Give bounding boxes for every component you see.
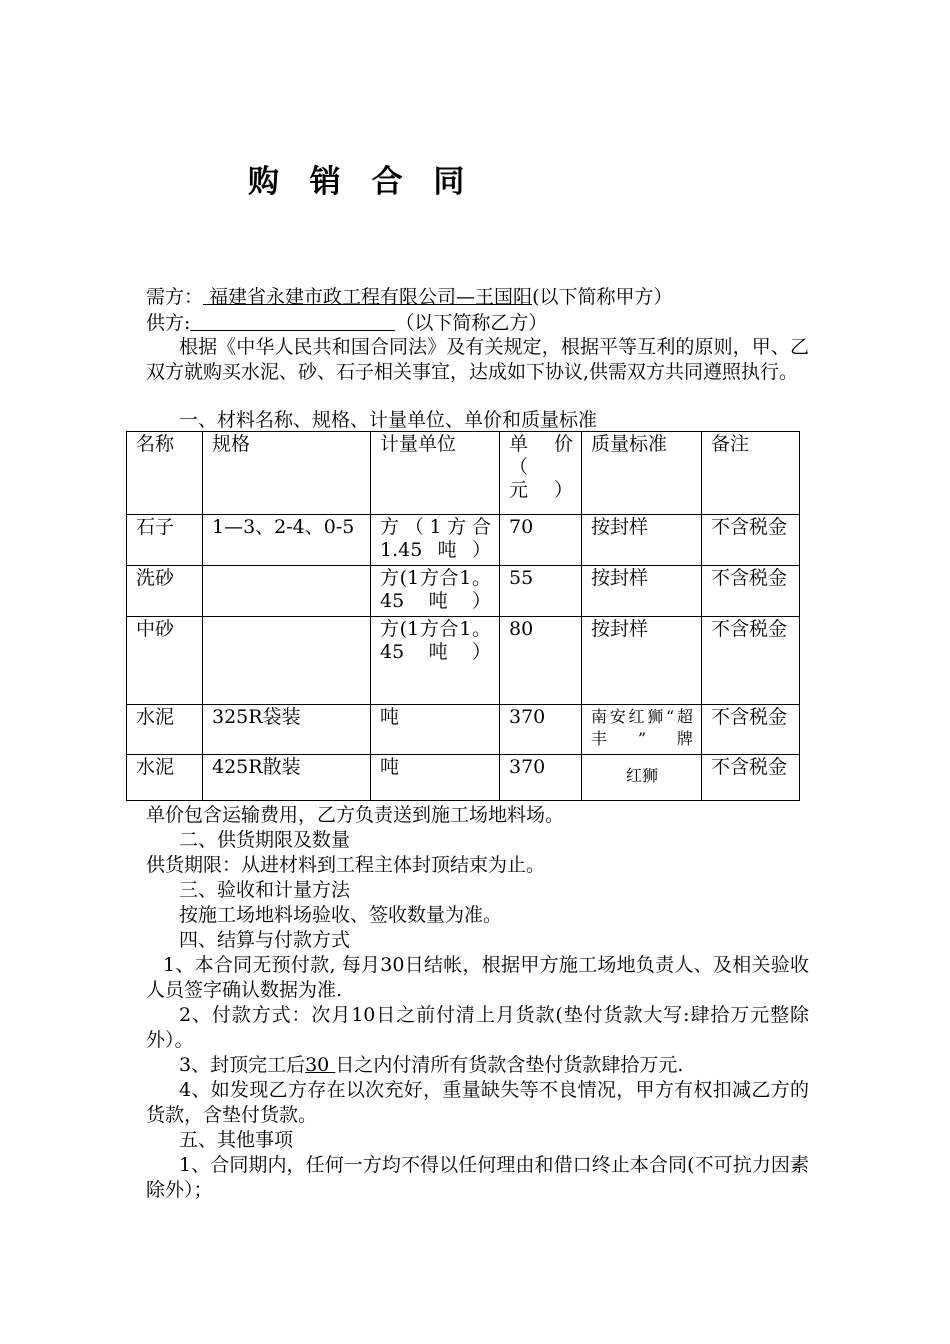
cell-remark: 不含税金: [702, 515, 800, 566]
cell-remark: 不含税金: [702, 566, 800, 617]
cell-unit: 方(1方合1。45吨）: [371, 617, 500, 705]
cell-name: 洗砂: [127, 566, 203, 617]
cell-name: 石子: [127, 515, 203, 566]
cell-quality: 南安红狮“超丰”牌: [582, 705, 702, 755]
payment-item-3: [179, 1053, 683, 1078]
cell-unit: 吨: [371, 705, 500, 755]
price-note: 单价包含运输费用，乙方负责送到施工场地料场。: [146, 804, 565, 826]
buyer-suffix: (以下简称甲方）: [532, 286, 673, 308]
cell-price: 70: [500, 515, 582, 566]
table-row: [127, 755, 800, 801]
supplier-suffix: （以下简称乙方）: [395, 312, 548, 334]
header-spec: 规格: [203, 432, 371, 515]
cell-price: 370: [500, 705, 582, 755]
supply-period: 供货期限：从进材料到工程主体封顶结束为止。: [146, 854, 546, 876]
header-price: 单 价（ 元）: [500, 432, 582, 515]
document-title: 购 销 合 同: [248, 164, 475, 200]
cell-name: 中砂: [127, 617, 203, 705]
table-row: [127, 617, 800, 705]
table-row: [127, 515, 800, 566]
buyer-label: 需方：: [146, 286, 204, 308]
cell-price: 370: [500, 755, 582, 801]
header-quality: 质量标准: [582, 432, 702, 515]
payment-item-4: 4、如发现乙方存在以次充好，重量缺失等不良情况，甲方有权扣减乙方的货款，含垫付货款。: [146, 1079, 809, 1126]
payment-item-3-after: 日之内付清所有货款含垫付货款肆拾万元.: [335, 1054, 684, 1076]
header-unit: 计量单位: [371, 432, 500, 515]
payment-item-1: 1、本合同无预付款, 每月30日结帐，根据甲方施工场地负责人、及相关验收人员签字确认数据为准.: [146, 954, 809, 1001]
payment-item-2: 2、付款方式：次月10日之前付清上月货款(垫付货款大写:肆拾万元整除外）。: [146, 1004, 809, 1051]
section-5-heading: 五、其他事项: [179, 1129, 294, 1151]
cell-spec: [203, 617, 371, 705]
supplier-blank: [190, 310, 395, 331]
cell-quality: 按封样: [582, 515, 702, 566]
cell-remark: 不含税金: [702, 705, 800, 755]
other-item-1: 1、合同期内，任何一方均不得以任何理由和借口终止本合同(不可抗力因素除外）；: [146, 1154, 809, 1201]
cell-spec: [203, 566, 371, 617]
section-3-heading: 三、验收和计量方法: [179, 879, 351, 901]
payment-item-3-days: 30: [305, 1054, 336, 1076]
cell-remark: 不含税金: [702, 755, 800, 801]
buyer-line: [146, 285, 672, 310]
table-row: [127, 705, 800, 755]
intro-paragraph: 根据《中华人民共和国合同法》及有关规定，根据平等互利的原则，甲、乙双方就购买水泥、砂、石子相关事宜，达成如下协议,供需双方共同遵照执行。: [146, 336, 809, 383]
cell-name: 水泥: [127, 755, 203, 801]
cell-price: 80: [500, 617, 582, 705]
section-2-heading: 二、供货期限及数量: [179, 829, 351, 851]
payment-item-3-before: 3、封顶完工后: [179, 1054, 306, 1076]
cell-spec: 325R袋装: [203, 705, 371, 755]
cell-unit: 方(1方合1。45吨）: [371, 566, 500, 617]
header-remark: 备注: [702, 432, 800, 515]
header-name: 名称: [127, 432, 203, 515]
cell-quality: 按封样: [582, 566, 702, 617]
materials-table: [126, 431, 800, 801]
supplier-line: [146, 310, 547, 336]
cell-unit: 方（1方合1.45吨）: [371, 515, 500, 566]
cell-unit: 吨: [371, 755, 500, 801]
acceptance-text: 按施工场地料场验收、签收数量为准。: [179, 904, 503, 926]
cell-quality: 按封样: [582, 617, 702, 705]
table-row: [127, 566, 800, 617]
supplier-label: 供方:: [146, 312, 191, 334]
cell-remark: 不含税金: [702, 617, 800, 705]
section-1-heading: 一、材料名称、规格、计量单位、单价和质量标准: [179, 409, 598, 431]
cell-spec: 425R散装: [203, 755, 371, 801]
table-header-row: [127, 432, 800, 515]
cell-spec: 1—3、2-4、0-5: [203, 515, 371, 566]
cell-price: 55: [500, 566, 582, 617]
buyer-name: 福建省永建市政工程有限公司—王国阳: [203, 286, 533, 308]
cell-quality: 红狮: [582, 755, 702, 801]
section-4-heading: 四、结算与付款方式: [179, 929, 351, 951]
cell-name: 水泥: [127, 705, 203, 755]
